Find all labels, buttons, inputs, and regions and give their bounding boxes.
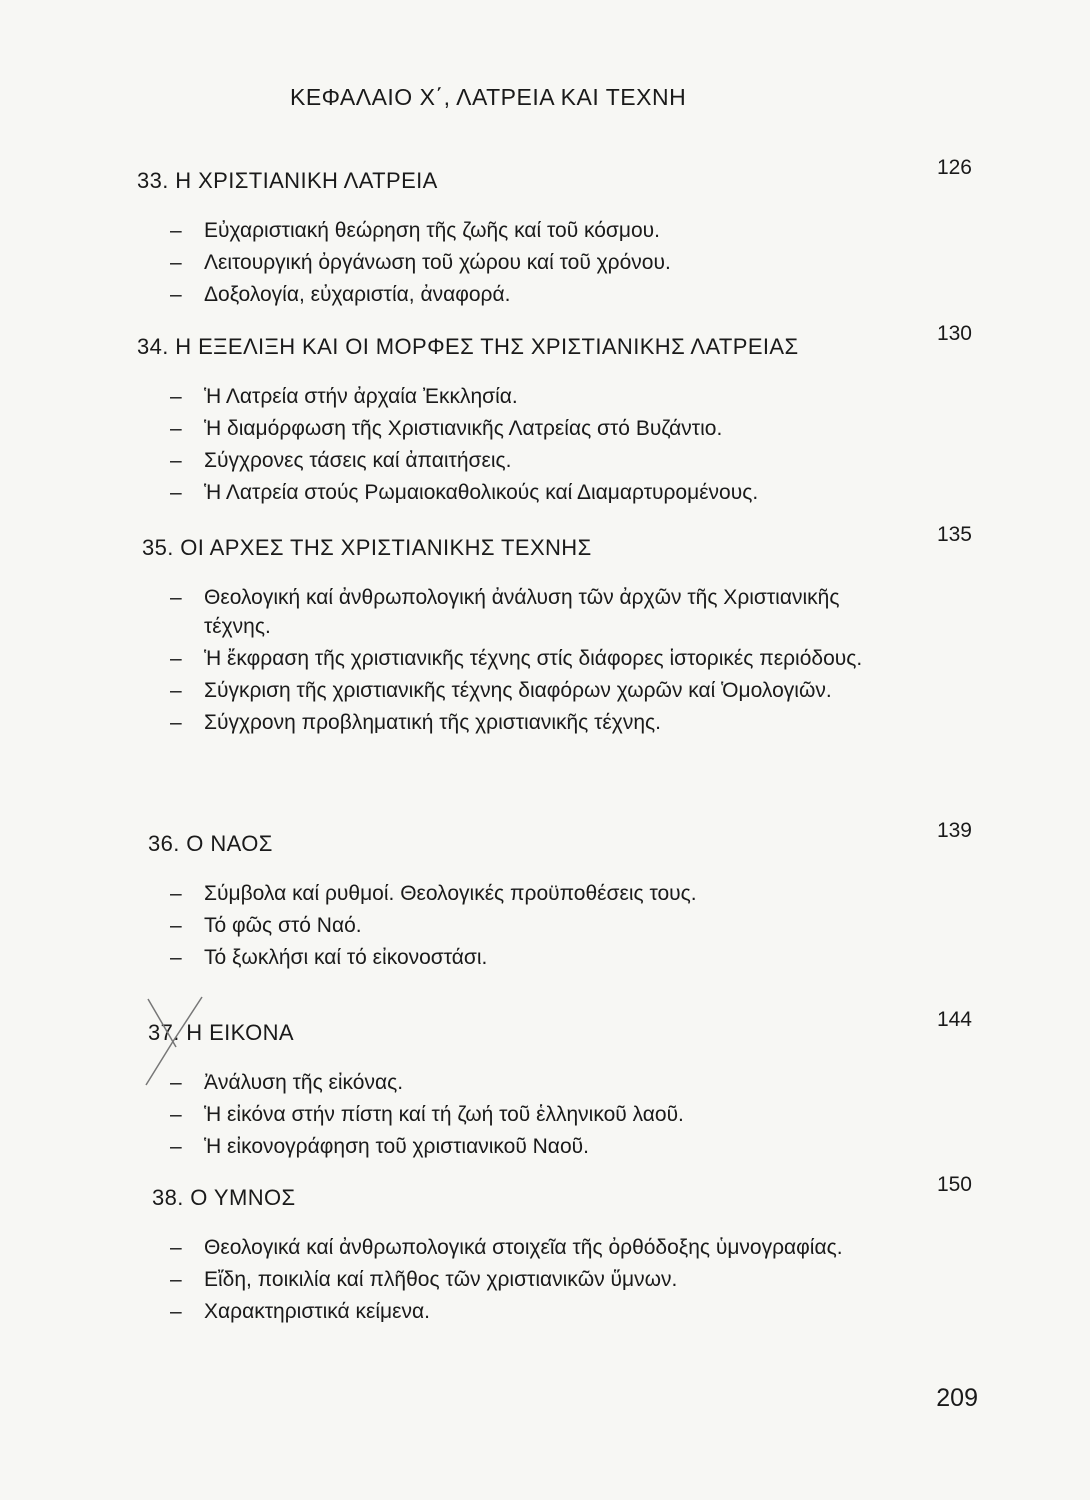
list-item: – Εἴδη, ποικιλία καί πλῆθος τῶν χριστιανικῶν ὕμνων. <box>170 1268 678 1291</box>
chapter-title: ΚΕΦΑΛΑΙΟ Χ΄, ΛΑΤΡΕΙΑ ΚΑΙ ΤΕΧΝΗ <box>290 84 687 110</box>
section-item-list <box>170 1068 890 1164</box>
list-item: – Θεολογικά καί ἀνθρωπολογικά στοιχεῖα τῆς ὀρθόδοξης ὑμνογραφίας. <box>170 1236 843 1259</box>
list-item: – Σύγχρονες τάσεις καί ἀπαιτήσεις. <box>170 449 512 472</box>
list-item: – Σύγκριση τῆς χριστιανικῆς τέχνης διαφόρων χωρῶν καί Ὁμολογιῶν. <box>170 679 832 702</box>
section-page-number: 130 <box>936 322 972 345</box>
section-page-number: 139 <box>936 819 972 842</box>
list-item: – Σύγχρονη προβληματική τῆς χριστιανικῆς τέχνης. <box>170 711 661 734</box>
section-heading: 38. Ο ΥΜΝΟΣ <box>152 1185 296 1210</box>
section-page-number: 150 <box>936 1173 972 1196</box>
list-item: – Τό φῶς στό Ναό. <box>170 914 362 937</box>
section-item-list <box>170 879 890 975</box>
section-heading: 33. Η ΧΡΙΣΤΙΑΝΙΚΗ ΛΑΤΡΕΙΑ <box>137 168 438 193</box>
list-item: – Λειτουργική ὀργάνωση τοῦ χώρου καί τοῦ χρόνου. <box>170 251 671 274</box>
section-item-list <box>170 583 890 740</box>
list-item: – Χαρακτηριστικά κείμενα. <box>170 1300 430 1323</box>
section-heading: 34. Η ΕΞΕΛΙΞΗ ΚΑΙ ΟΙ ΜΟΡΦΕΣ ΤΗΣ ΧΡΙΣΤΙΑΝΙΚΗΣ ΛΑΤΡΕΙΑΣ <box>137 334 799 359</box>
section-item-list <box>170 1233 890 1329</box>
section-page-number: 126 <box>936 156 972 179</box>
list-item: – Τό ξωκλήσι καί τό εἰκονοστάσι. <box>170 946 488 969</box>
section-page-number: 144 <box>936 1008 972 1031</box>
list-item: – Ἡ εἰκόνα στήν πίστη καί τή ζωή τοῦ ἑλληνικοῦ λαοῦ. <box>170 1103 684 1126</box>
section-heading: 35. ΟΙ ΑΡΧΕΣ ΤΗΣ ΧΡΙΣΤΙΑΝΙΚΗΣ ΤΕΧΝΗΣ <box>142 535 592 560</box>
list-item: – Ἡ Λατρεία στήν ἀρχαία Ἐκκλησία. <box>170 385 518 408</box>
page-number: 209 <box>936 1384 978 1412</box>
list-item: – Ἡ Λατρεία στούς Ρωμαιοκαθολικούς καί Διαμαρτυρομένους. <box>170 481 759 504</box>
list-item: – Σύμβολα καί ρυθμοί. Θεολογικές προϋποθέσεις τους. <box>170 882 697 905</box>
list-item: – Ἡ ἔκφραση τῆς χριστιανικῆς τέχνης στίς διάφορες ἱστορικές περιόδους. <box>170 647 863 670</box>
list-item: – Ἡ εἰκονογράφηση τοῦ χριστιανικοῦ Ναοῦ. <box>170 1135 589 1158</box>
section-item-list <box>170 382 890 510</box>
list-item: – Θεολογική καί ἀνθρωπολογική ἀνάλυση τῶν ἀρχῶν τῆς Χριστιανικῆς τέχνης. <box>170 586 840 638</box>
list-item: – Δοξολογία, εὐχαριστία, ἀναφορά. <box>170 283 511 306</box>
section-heading: 36. Ο ΝΑΟΣ <box>148 831 273 856</box>
list-item: – Ἡ διαμόρφωση τῆς Χριστιανικῆς Λατρείας στό Βυζάντιο. <box>170 417 723 440</box>
pencil-cross-mark-icon <box>140 995 210 1090</box>
list-item: – Εὐχαριστιακή θεώρηση τῆς ζωῆς καί τοῦ κόσμου. <box>170 219 660 242</box>
section-heading: 37. Η ΕΙΚΟΝΑ <box>148 1020 294 1045</box>
list-item: – Ἀνάλυση τῆς εἰκόνας. <box>170 1071 404 1094</box>
section-page-number: 135 <box>936 523 972 546</box>
section-item-list <box>170 216 890 312</box>
